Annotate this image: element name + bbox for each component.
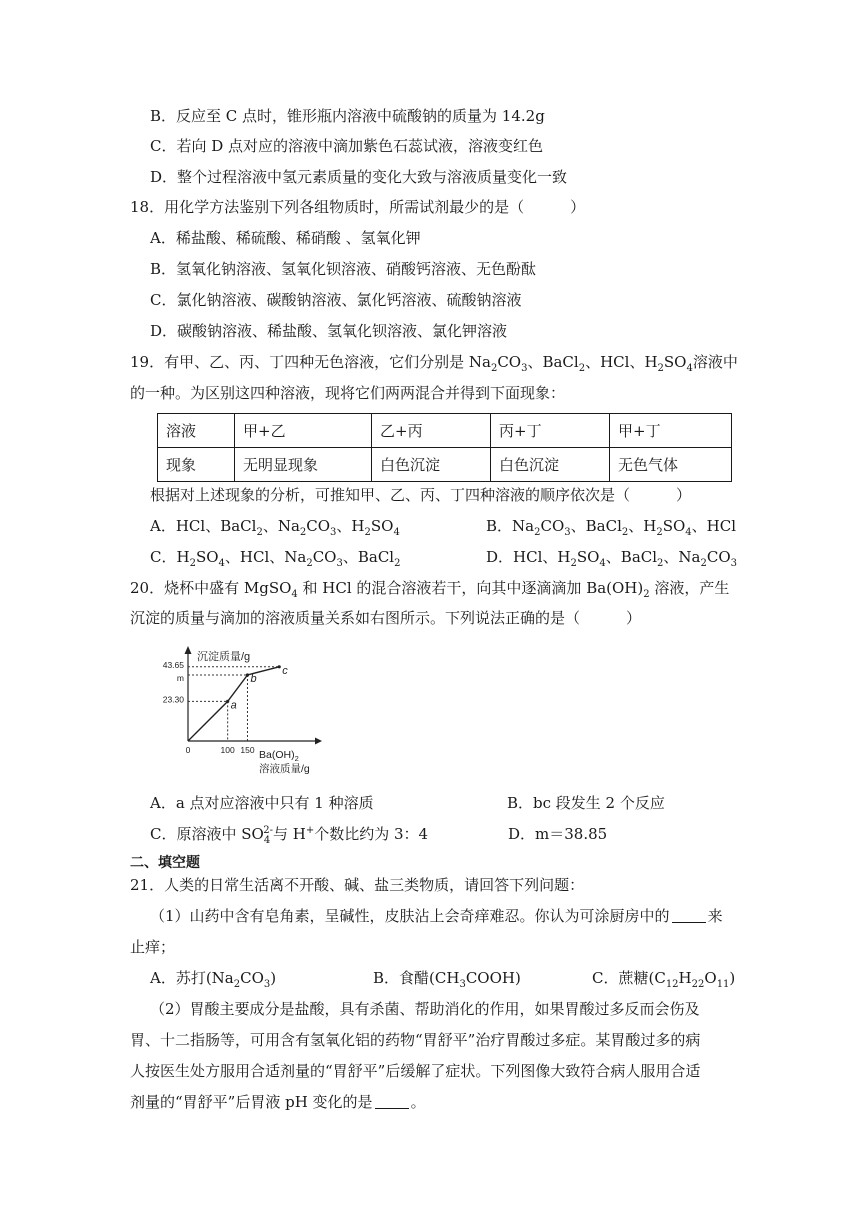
frag: 、HCl、Na — [224, 548, 307, 566]
q21-p1-text-end: 来 — [707, 907, 723, 925]
q17-option-b: B．反应至 C 点时，锥形瓶内溶液中硫酸钠的质量为 14.2g — [150, 107, 545, 125]
point-label-b: b — [250, 672, 257, 685]
frag: B．Na — [486, 517, 535, 535]
q20-stem-line2 — [130, 608, 641, 628]
q19-stem-part: 、BaCl — [527, 353, 579, 371]
table-cell: 乙+丙 — [372, 414, 491, 448]
q21-p2-line3: 人按医生处方服用合适剂量的“胃舒平”后缓解了症状。下列图像大致符合病人服用合适 — [130, 1062, 701, 1080]
frag: SO — [195, 548, 219, 566]
y-tick-label: 43.65 — [162, 659, 184, 670]
frag: 2 — [621, 527, 629, 538]
frag: 、BaCl — [570, 517, 622, 535]
point-label-c: c — [282, 664, 288, 677]
q19-question-text: 根据对上述现象的分析，可推知甲、乙、丙、丁四种溶液的顺序依次是（ — [150, 486, 631, 504]
q18-option-b: B．氢氧化钠溶液、氢氧化钡溶液、硝酸钙溶液、无色酚酞 — [150, 260, 537, 278]
frag: 、Na — [262, 517, 300, 535]
answer-blank[interactable] — [672, 908, 706, 923]
x-tick-label: 100 — [220, 745, 235, 755]
frag: 2 — [189, 558, 196, 569]
x-label-sub: 2 — [294, 754, 299, 763]
frag: C．H — [150, 548, 190, 566]
q21-option-a — [150, 968, 276, 988]
q19-stem-part: SO — [663, 353, 687, 371]
point-label-a: a — [230, 699, 237, 712]
frag: 2 — [570, 558, 577, 569]
q21-p1-line2: 止痒； — [130, 938, 176, 956]
table-cell: 溶液 — [158, 414, 235, 448]
frag: 4 — [599, 558, 606, 569]
q21-p2-line2: 胃、十二指肠等，可用含有氢氧化铝的药物“胃舒平”治疗胃酸过多症。某胃酸过多的病 — [130, 1031, 701, 1049]
frag: 3 — [263, 979, 271, 990]
q17-option-d: D．整个过程溶液中氢元素质量的变化大致与溶液质量变化一致 — [150, 168, 568, 186]
frag: 和 HCl 的混合溶液若干，向其中逐滴滴加 Ba(OH) — [297, 579, 644, 597]
frag: 2 — [394, 558, 401, 569]
frag: 2 — [700, 558, 707, 569]
frag: 、BaCl — [342, 548, 395, 566]
q19-stem-part: CO — [497, 353, 522, 371]
q20-stem2-close: ） — [626, 609, 642, 627]
q18-option-d: D．碳酸钠溶液、稀盐酸、氢氧化钡溶液、氯化钾溶液 — [150, 322, 508, 340]
q18-option-c: C．氯化钠溶液、碳酸钠溶液、氯化钙溶液、硫酸钠溶液 — [150, 291, 522, 309]
frag: 3 — [564, 527, 571, 538]
table-row — [158, 448, 732, 482]
frag: 3 — [336, 558, 343, 569]
frag: 2 — [534, 527, 541, 538]
table-cell: 白色沉淀 — [491, 448, 610, 482]
table-cell: 甲+乙 — [235, 414, 372, 448]
y-axis-arrow — [185, 646, 192, 654]
q20-option-a: A．a 点对应溶液中只有 1 种溶质 — [150, 794, 374, 812]
frag: 2 — [643, 589, 650, 600]
q20-option-c — [150, 824, 428, 844]
q19-observation-table — [157, 413, 732, 482]
q19-question-close: ） — [676, 486, 692, 504]
x-tick-label: 0 — [185, 745, 191, 755]
frag: COOH) — [465, 969, 521, 987]
frag: 、H — [628, 517, 657, 535]
q18-stem-text: 18．用化学方法鉴别下列各组物质时，所需试剂最少的是（ — [130, 198, 525, 216]
frag: 2 — [256, 527, 263, 538]
frag: 11 — [716, 979, 730, 990]
x-axis-arrow — [315, 738, 322, 745]
q21-p2-text-end: 。 — [410, 1093, 426, 1111]
frag: 4 — [218, 558, 225, 569]
table-row — [158, 414, 732, 448]
q18-stem-close: ） — [570, 198, 586, 216]
frag: 2 — [656, 527, 663, 538]
frag: 3 — [730, 558, 738, 569]
q21-p2-line1: （2）胃酸主要成分是盐酸，具有杀菌、帮助消化的作用，如果胃酸过多反而会伤及 — [150, 1000, 700, 1018]
frag: 4 — [291, 589, 298, 600]
frag: 溶液，产生 — [649, 579, 730, 597]
frag: 3 — [330, 527, 337, 538]
x-tick-label: 150 — [240, 745, 255, 755]
q21-p2-text: 剂量的“胃舒平”后胃液 pH 变化的是 — [130, 1093, 373, 1111]
table-cell: 甲+丁 — [610, 414, 732, 448]
point-b — [246, 673, 249, 676]
frag: 、BaCl — [605, 548, 658, 566]
q19-stem-part: 19．有甲、乙、丙、丁四种无色溶液，它们分别是 Na — [130, 353, 491, 371]
q21-p2-line4 — [130, 1092, 426, 1112]
frag: + — [305, 825, 315, 836]
frag: CO — [240, 969, 264, 987]
q17-option-c: C．若向 D 点对应的溶液中滴加紫色石蕊试液，溶液变红色 — [150, 137, 544, 155]
q21-stem: 21．人类的日常生活离不开酸、碱、盐三类物质，请回答下列问题： — [130, 876, 585, 894]
answer-blank[interactable] — [375, 1094, 409, 1109]
frag: 2 — [364, 527, 371, 538]
q20-option-d: D．m＝38.85 — [508, 825, 608, 843]
frag: 2 — [306, 558, 313, 569]
frag: 4 — [393, 527, 400, 538]
q19-stem-line1: 19．有甲、乙、丙、丁四种无色溶液，它们分别是 $Na_2CO_3$、BaCl$_2$、HCl、$H_2SO_4$溶液中 — [130, 353, 738, 374]
frag: 、Na — [663, 548, 701, 566]
q19-option-d — [486, 547, 737, 567]
q20-option-b: B．bc 段发生 2 个反应 — [507, 794, 665, 812]
frag: C．原溶液中 SO — [150, 825, 264, 843]
q19-option-a — [150, 516, 400, 536]
table-cell: 白色沉淀 — [372, 448, 491, 482]
q19-stem-part: 、HCl、H — [585, 353, 658, 371]
q19-option-b — [486, 516, 736, 536]
table-cell: 丙+丁 — [491, 414, 610, 448]
q20-precipitate-graph — [150, 640, 350, 780]
frag: ) — [270, 969, 277, 987]
frag: 、HCl — [691, 517, 737, 535]
q19-option-c — [150, 547, 400, 567]
frag: 2 — [233, 979, 241, 990]
frag: 2 — [657, 558, 664, 569]
table-cell: 无色气体 — [610, 448, 732, 482]
section-heading: 二、填空题 — [130, 855, 200, 871]
frag: CO — [540, 517, 565, 535]
frag: 4 — [263, 835, 271, 846]
frag: 、H — [336, 517, 365, 535]
frag: 2- — [263, 825, 273, 836]
frag: D．HCl、H — [486, 548, 571, 566]
y-tick-label: 23.30 — [162, 694, 184, 705]
q18-option-a: A．稀盐酸、稀硫酸、稀硝酸 、氢氧化钾 — [150, 229, 421, 247]
frag: A．HCl、BaCl — [150, 517, 257, 535]
table-cell: 无明显现象 — [235, 448, 372, 482]
frag: ) — [729, 969, 736, 987]
frag: CO — [306, 517, 331, 535]
table-cell: 现象 — [158, 448, 235, 482]
frag: 20．烧杯中盛有 MgSO — [130, 579, 292, 597]
frag: SO — [576, 548, 600, 566]
frag: 4 — [685, 527, 692, 538]
frag: SO — [662, 517, 686, 535]
frag: CO — [312, 548, 337, 566]
x-axis-label-line1 — [259, 749, 299, 763]
frag: 与 H — [272, 825, 306, 843]
q20-stem2-text: 沉淀的质量与滴加的溶液质量关系如右图所示。下列说法正确的是（ — [130, 609, 581, 627]
frag: O — [704, 969, 717, 987]
frag: 3 — [459, 979, 466, 990]
y-tick-label: m — [176, 672, 184, 683]
q19-stem-line2: 的一种。为区别这四种溶液，现将它们两两混合并得到下面现象： — [130, 384, 566, 402]
q19-question — [150, 485, 691, 505]
frag: C．蔗糖(C — [592, 969, 666, 987]
frag: 个数比约为 3：4 — [314, 825, 429, 843]
x-axis-label-line2: 溶液质量/g — [259, 763, 310, 775]
frag: H — [678, 969, 692, 987]
q21-p1-line1 — [150, 906, 723, 926]
y-axis-label: 沉淀质量/g — [197, 651, 251, 663]
point-c — [278, 665, 281, 668]
q18-stem — [130, 197, 585, 217]
q21-option-c — [592, 968, 735, 988]
frag: 22 — [691, 979, 705, 990]
q19-stem-part: 溶液中 — [692, 353, 738, 371]
frag: SO — [370, 517, 394, 535]
q20-stem-line1 — [130, 578, 729, 598]
q21-p1-text: （1）山药中含有皂角素，呈碱性，皮肤沾上会奇痒难忍。你认为可涂厨房中的 — [150, 907, 670, 925]
point-a — [226, 700, 229, 703]
q21-option-b — [373, 968, 521, 988]
frag: B．食醋(CH — [373, 969, 460, 987]
frag: 2 — [299, 527, 307, 538]
frag: A．苏打(Na — [150, 969, 234, 987]
frag: CO — [706, 548, 731, 566]
x-label-frag: Ba(OH) — [259, 749, 295, 761]
frag: 12 — [665, 979, 679, 990]
